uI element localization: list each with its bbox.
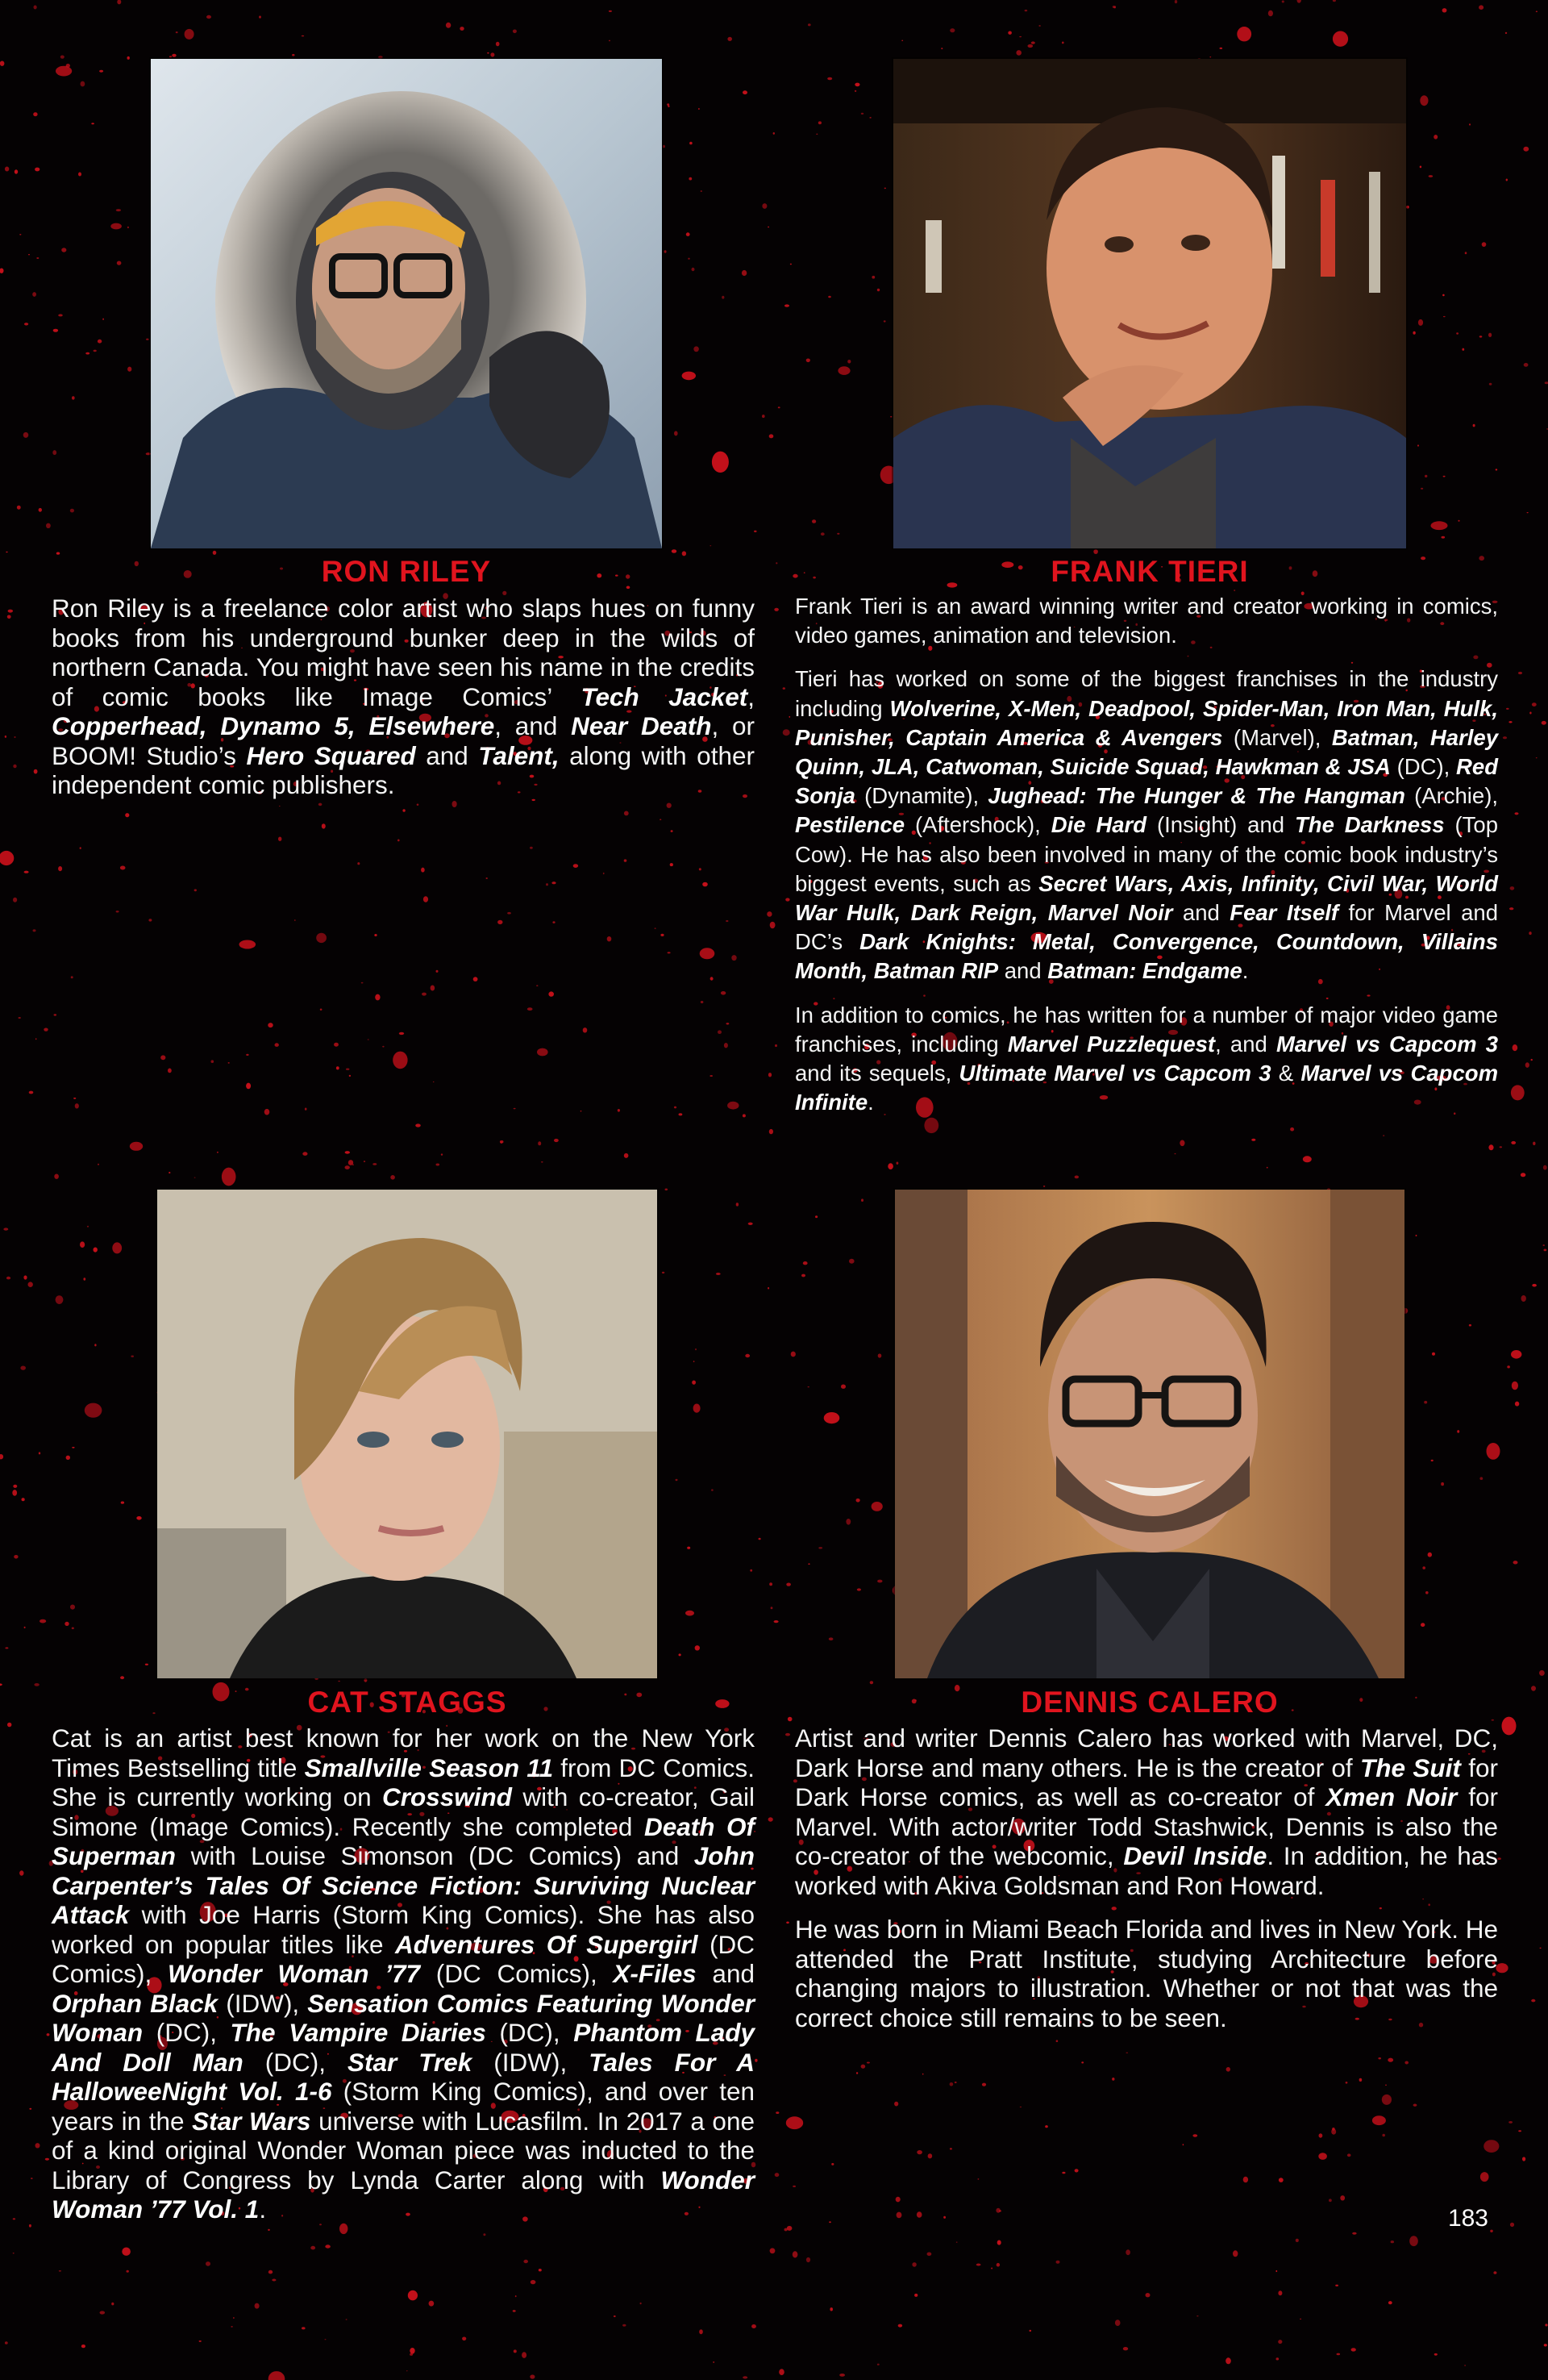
bio-text: and: [998, 958, 1048, 984]
bio-text: . In addition, he has worked with Akiva Goldsman and Ron Howard.: [795, 1841, 1498, 1900]
bio-text: (DC Comics),: [52, 1929, 755, 1988]
bio-text: with Louise Simonson (DC Comics) and: [176, 1841, 694, 1870]
dennis-calero-bio: [795, 1724, 1498, 2047]
bio-text: (Top Cow). He has also been involved in many of the comic book industry’s biggest events, such as: [795, 812, 1498, 896]
bio-paragraph: [795, 592, 1498, 650]
bio-text: and its sequels,: [795, 1061, 959, 1086]
frank-tieri-name: FRANK TIERI: [1051, 555, 1249, 588]
title-reference: Tech Jacket: [580, 681, 748, 711]
cat-staggs-photo: [157, 1190, 657, 1678]
bio-text: He was born in Miami Beach Florida and lives in New York. He attended the Pratt Institute, studying Architecture before changing majors to illustration. Whether or not that was the correct choice still remains to be seen.: [795, 1915, 1498, 2032]
title-reference: Hero Squared: [246, 740, 416, 770]
title-reference: Red Sonja: [795, 754, 1498, 809]
bio-text: In addition to comics, he has written for a number of major video game franchises, including: [795, 1002, 1498, 1057]
bio-text: for Marvel. With actor/writer Todd Stashwick, Dennis is also the co-creator of the webcomic,: [795, 1782, 1498, 1870]
title-reference: Crosswind: [382, 1782, 513, 1811]
title-reference: Star Wars: [192, 2106, 311, 2136]
bio-text: Frank Tieri is an award winning writer and creator working in comics, video games, animation and television.: [795, 594, 1498, 648]
cat-staggs-bio: [52, 1724, 755, 2239]
bio-paragraph: [795, 665, 1498, 986]
title-reference: Marvel vs Capcom Infinite: [795, 1061, 1499, 1115]
ron-riley-bio: [52, 594, 755, 815]
title-reference: Talent,: [478, 740, 560, 770]
title-reference: Orphan Black: [52, 1988, 218, 2018]
title-reference: Wonder Woman ’77: [167, 1959, 421, 1988]
title-reference: Die Hard: [1051, 812, 1147, 838]
bio-text: , or BOOM! Studio’s: [52, 711, 755, 770]
title-reference: X-Files: [613, 1959, 697, 1988]
bio-text: and: [415, 740, 479, 770]
title-reference: Jughead: The Hunger & The Hangman: [988, 783, 1405, 809]
bio-paragraph: [52, 594, 755, 800]
title-reference: Xmen Noir: [1325, 1782, 1458, 1811]
title-reference: Pestilence: [795, 812, 905, 838]
frank-tieri-bio: [795, 592, 1498, 1132]
title-reference: Phantom Lady And Doll Man: [52, 2018, 755, 2077]
dennis-calero-photo: [895, 1190, 1404, 1678]
title-reference: Adventures Of Supergirl: [395, 1929, 698, 1959]
title-reference: The Vampire Diaries: [230, 2018, 486, 2047]
bio-text: with Joe Harris (Storm King Comics). She has also worked on popular titles like: [52, 1900, 755, 1959]
bio-text: .: [868, 1090, 874, 1115]
dennis-calero-name: DENNIS CALERO: [1021, 1686, 1279, 1719]
title-reference: Tales For A HalloweeNight Vol. 1-6: [52, 2047, 755, 2106]
title-reference: Batman: Endgame: [1047, 958, 1242, 984]
bio-text: .: [1242, 958, 1249, 984]
bio-text: (DC),: [1390, 754, 1457, 780]
bio-text: (Archie),: [1404, 783, 1499, 809]
bio-text: along with other independent comic publishers.: [52, 740, 755, 799]
bio-text: and: [696, 1959, 755, 1988]
title-reference: Marvel vs Capcom 3: [1275, 1031, 1499, 1057]
title-reference: Dark Knights: Metal, Convergence, Countdown, Villains Month, Batman RIP: [795, 929, 1498, 984]
bio-paragraph: [795, 1915, 1498, 2032]
bio-text: (Aftershock),: [905, 812, 1051, 838]
bio-text: Ron Riley is a freelance color artist who slaps hues on funny books from his underground bunker deep in the wilds of northern Canada. You might have seen his name in the credits of comic books like Image Comics’: [52, 594, 755, 711]
title-reference: The Suit: [1360, 1753, 1461, 1782]
bio-text: , and: [1215, 1031, 1276, 1057]
cat-staggs-name: CAT STAGGS: [307, 1686, 507, 1719]
title-reference: Wolverine, X-Men, Deadpool, Spider-Man, Iron Man, Hulk, Punisher, Captain America & Avengers: [795, 695, 1498, 750]
bio-text: ,: [747, 681, 755, 711]
title-reference: Fear Itself: [1230, 900, 1339, 926]
bio-paragraph: [52, 1724, 755, 2224]
title-reference: Batman, Harley Quinn, JLA, Catwoman, Suicide Squad, Hawkman & JSA: [795, 724, 1498, 780]
bio-text: (DC),: [243, 2047, 348, 2077]
bio-text: [356, 711, 369, 740]
title-reference: Marvel Puzzlequest: [1007, 1031, 1216, 1057]
bio-text: (IDW),: [472, 2047, 589, 2077]
bio-text: from DC Comics. She is currently working on: [52, 1753, 755, 1811]
title-reference: Secret Wars, Axis, Infinity, Civil War, World War Hulk, Dark Reign, Marvel Noir: [795, 870, 1498, 926]
bio-text: , and: [494, 711, 572, 740]
title-reference: Smallville Season 11: [304, 1753, 554, 1782]
bio-paragraph: [795, 1724, 1498, 1900]
title-reference: Near Death: [571, 711, 712, 740]
title-reference: The Darkness: [1294, 812, 1445, 838]
title-reference: Sensation Comics Featuring Wonder Woman: [52, 1988, 755, 2047]
bio-text: (DC Comics),: [420, 1959, 614, 1988]
bio-text: (DC),: [485, 2018, 574, 2047]
bio-text: universe with Lucasfilm. In 2017 a one of a kind original Wonder Woman piece was inducted to the Library of Congress by Lynda Carter along with: [52, 2106, 755, 2195]
title-reference: Dynamo 5,: [220, 711, 356, 740]
title-reference: Death Of Superman: [52, 1811, 755, 1870]
title-reference: Elsewhere: [368, 711, 495, 740]
page-number: 183: [1447, 2205, 1488, 2232]
bio-text: with co-creator, Gail Simone (Image Comics). Recently she completed: [52, 1782, 755, 1841]
ron-riley-photo: [151, 59, 662, 548]
bio-text: [207, 711, 221, 740]
bio-text: Cat is an artist best known for her work on the New York Times Bestselling title: [52, 1724, 755, 1782]
bio-paragraph: [795, 1001, 1498, 1118]
bio-text: (DC),: [143, 2018, 231, 2047]
bio-text: .: [259, 2195, 267, 2224]
bio-text: &: [1271, 1061, 1301, 1086]
bio-text: (Storm King Comics), and over ten years in the: [52, 2077, 755, 2136]
bio-text: (Marvel),: [1222, 724, 1332, 750]
title-reference: Star Trek: [347, 2047, 472, 2077]
bio-text: for Marvel and DC’s: [795, 900, 1498, 955]
bio-text: (Insight) and: [1146, 812, 1295, 838]
bio-text: Artist and writer Dennis Calero has worked with Marvel, DC, Dark Horse and many others. He is the creator of: [795, 1724, 1498, 1782]
title-reference: Ultimate Marvel vs Capcom 3: [959, 1061, 1271, 1086]
ron-riley-name: RON RILEY: [321, 555, 492, 588]
title-reference: Devil Inside: [1123, 1841, 1267, 1870]
title-reference: John Carpenter’s Tales Of Science Fiction: Surviving Nuclear Attack: [52, 1841, 755, 1929]
bio-text: (Dynamite),: [855, 783, 988, 809]
title-reference: Copperhead,: [52, 711, 207, 740]
bio-text: for Dark Horse comics, as well as co-creator of: [795, 1753, 1499, 1811]
frank-tieri-photo: [893, 59, 1406, 548]
bio-text: Tieri has worked on some of the biggest franchises in the industry including: [795, 666, 1498, 721]
title-reference: Wonder Woman ’77 Vol. 1: [52, 2165, 755, 2224]
bio-text: and: [1172, 900, 1230, 926]
bio-text: (IDW),: [218, 1988, 308, 2018]
